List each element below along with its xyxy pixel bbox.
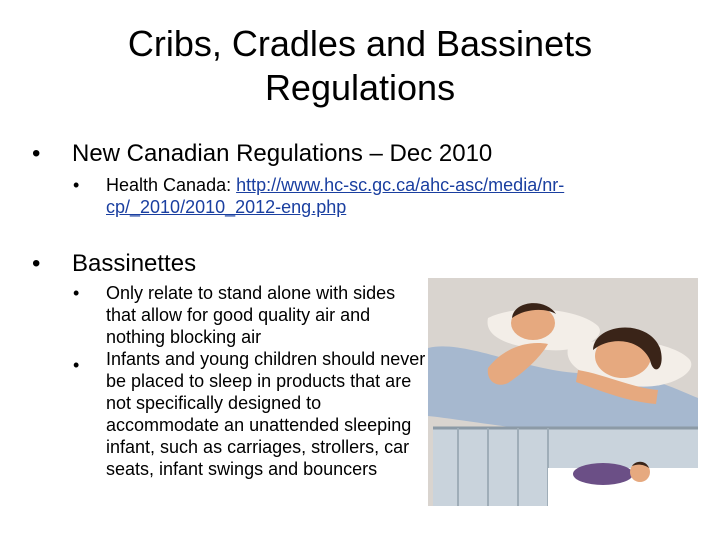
bassinette-sub-bullets — [106, 282, 426, 480]
bullet-marker: • — [32, 250, 41, 277]
health-canada-link-line2: cp/_2010/2010_2012-eng.php — [106, 197, 347, 217]
bullet-bassinettes: Bassinettes — [72, 250, 197, 277]
health-canada-link-line1: http://www.hc-sc.gc.ca/ahc-asc/media/nr- — [236, 175, 565, 195]
sub-bullet-health-canada — [106, 174, 666, 218]
sub-bullet-marker: • — [73, 175, 80, 195]
slide-title-line1: Cribs, Cradles and Bassinets — [127, 23, 593, 64]
slide-title — [60, 22, 660, 110]
sleeping-family-bassinet-illustration — [428, 278, 698, 506]
sub-bullet-air-quality: Only relate to stand alone with sides that allow for good quality air and nothing blocking air — [106, 283, 396, 347]
sub-bullet-marker: • — [73, 355, 80, 375]
slide-title-line2: Regulations — [264, 67, 456, 108]
sub-bullet-marker: • — [73, 283, 80, 303]
health-canada-prefix: Health Canada: — [106, 175, 237, 195]
sub-bullet-sleep-products: Infants and young children should never be placed to sleep in products that are not specifically designed to accommodate an unattended sleeping infant, such as carriages, strollers, car seats, infant swings and bouncers — [106, 349, 426, 479]
baby-sleeper — [573, 463, 633, 485]
bullet-regulations: New Canadian Regulations – Dec 2010 — [72, 140, 493, 167]
bullet-marker: • — [32, 140, 41, 167]
